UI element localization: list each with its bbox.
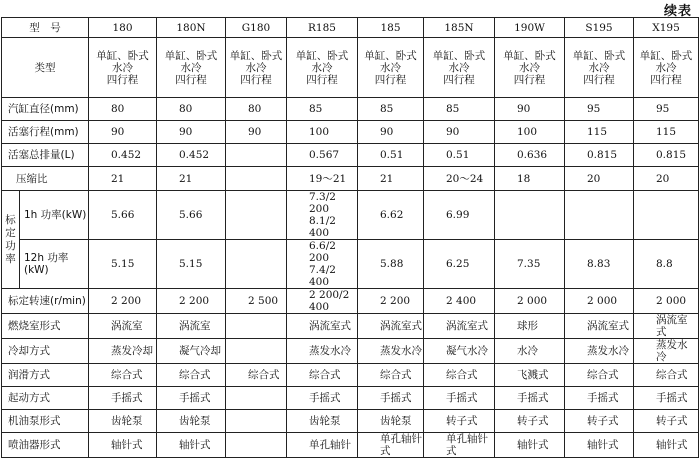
- combustion-label: 燃烧室形式: [2, 314, 89, 339]
- rated_power.h1-cell: 6.99: [424, 191, 495, 240]
- compression-cell: 21: [358, 167, 424, 191]
- rated_power.h1-cell: [287, 191, 358, 240]
- table-row: [2, 387, 699, 410]
- injection_pump-label: 喷油器形式: [2, 433, 89, 458]
- type-cell-line: 四行程: [513, 73, 546, 86]
- injection_pump-cell: 单孔轴针式: [424, 433, 495, 458]
- stroke-cell: 90: [157, 121, 226, 144]
- rated_power.h12-cell: [287, 240, 358, 289]
- table-row: [2, 167, 699, 191]
- stroke-cell: 90: [226, 121, 287, 144]
- lubrication-cell: 综合式: [89, 364, 157, 387]
- type-cell-line: 四行程: [374, 73, 407, 86]
- type-cell-line: 四行程: [306, 73, 338, 86]
- type-cell-line: 四行程: [650, 73, 682, 86]
- table-row: [2, 433, 699, 458]
- type-cell-line: 水冷: [245, 61, 267, 74]
- rated_power.h1-cell: [495, 191, 565, 240]
- type-cell-line: 单缸、卧式: [96, 49, 149, 62]
- type-cell-line: 水冷: [380, 61, 401, 74]
- injection_pump-cell: 轴针式: [495, 433, 565, 458]
- starting-cell: 手摇式: [358, 387, 424, 410]
- rated_speed-cell: 2 400: [424, 289, 495, 314]
- oil_pump-cell: 转子式: [634, 410, 699, 433]
- combustion-cell: 涡流室式: [358, 314, 424, 339]
- type-cell-line: 单缸、卧式: [572, 49, 626, 62]
- rated_power.h1-cell: [634, 191, 699, 240]
- table-row: [2, 410, 699, 433]
- rated_power.h12-cell-line: 7.4/2 400: [309, 264, 336, 288]
- table-row: [2, 144, 699, 167]
- starting-cell: 手摇式: [287, 387, 358, 410]
- model-header-cell: R185: [287, 18, 358, 38]
- combustion-cell: 涡流室式: [634, 314, 699, 339]
- stroke-cell: 90: [358, 121, 424, 144]
- type-cell-line: 水冷: [655, 61, 677, 74]
- cooling-cell: 凝气水冷: [424, 339, 495, 364]
- bore-cell: 80: [226, 98, 287, 121]
- combustion-cell: [226, 314, 287, 339]
- model-header-cell: 185N: [424, 18, 495, 38]
- compression-cell: 21: [89, 167, 157, 191]
- rated_power.h12-cell: 5.15: [89, 240, 157, 289]
- type-cell: [287, 38, 358, 98]
- stroke-cell: 100: [495, 121, 565, 144]
- header-row: [2, 18, 699, 38]
- rated-power-side-label: [2, 191, 20, 289]
- displacement-cell: 0.51: [424, 144, 495, 167]
- cooling-cell: 水冷: [495, 339, 565, 364]
- type-cell-line: 四行程: [175, 73, 207, 86]
- rated_power.h1-cell: [226, 191, 287, 240]
- rated_power.h1-cell-line: 8.1/2 400: [309, 215, 336, 239]
- cooling-cell: 蒸发水冷: [358, 339, 424, 364]
- oil_pump-cell: [226, 410, 287, 433]
- injection_pump-cell: 轴针式: [565, 433, 634, 458]
- type-cell-line: 水冷: [448, 61, 470, 74]
- rated-power-side-char: 定: [5, 226, 16, 239]
- table-row: [2, 191, 699, 240]
- rated_speed-cell: 2 200: [89, 289, 157, 314]
- compression-cell: 20: [634, 167, 699, 191]
- type-cell: [89, 38, 157, 98]
- compression-cell: 18: [495, 167, 565, 191]
- type-cell-line: 单缸、卧式: [639, 49, 693, 62]
- starting-cell: 手摇式: [565, 387, 634, 410]
- injection_pump-cell: 轴针式: [634, 433, 699, 458]
- lubrication-cell: 综合式: [358, 364, 424, 387]
- cooling-cell: 凝气冷却: [157, 339, 226, 364]
- continued-label: 续表: [663, 4, 692, 19]
- compression-cell: [226, 167, 287, 191]
- displacement-cell: 0.815: [565, 144, 634, 167]
- displacement-cell: [226, 144, 287, 167]
- injection_pump-cell: 轴针式: [157, 433, 226, 458]
- displacement-cell: 0.567: [287, 144, 358, 167]
- injection_pump-cell: 单孔轴针式: [358, 433, 424, 458]
- lubrication-cell: 综合式: [157, 364, 226, 387]
- cooling-label: 冷却方式: [2, 339, 89, 364]
- oil_pump-label: 机油泵形式: [2, 410, 89, 433]
- type-cell-line: 水冷: [112, 61, 133, 74]
- compression-cell: 19～21: [287, 167, 358, 191]
- model-header-cell: S195: [565, 18, 634, 38]
- rated_power.h1-cell: 6.62: [358, 191, 424, 240]
- type-cell: [565, 38, 634, 98]
- bore-cell: 85: [287, 98, 358, 121]
- rated_speed-cell: 2 000: [495, 289, 565, 314]
- model-header-cell: 180N: [157, 18, 226, 38]
- starting-cell: 手摇式: [424, 387, 495, 410]
- rated_power.h12-cell-line: 6.6/2 200: [309, 240, 336, 264]
- rated_power.h12-cell: [226, 240, 287, 289]
- lubrication-cell: 综合式: [226, 364, 287, 387]
- table-row: [2, 314, 699, 339]
- starting-label: 起动方式: [2, 387, 89, 410]
- cooling-cell: 蒸发冷却: [89, 339, 157, 364]
- combustion-cell: 涡流室式: [565, 314, 634, 339]
- injection_pump-cell: [226, 433, 287, 458]
- cooling-cell: [226, 339, 287, 364]
- bore-cell: 80: [157, 98, 226, 121]
- type-label: 类型: [2, 38, 89, 98]
- oil_pump-cell: 转子式: [495, 410, 565, 433]
- type-cell: [424, 38, 495, 98]
- type-cell-line: 单缸、卧式: [295, 49, 349, 62]
- displacement-cell: 0.452: [157, 144, 226, 167]
- rated_speed-cell: 2 500: [226, 289, 287, 314]
- compression-cell: 20: [565, 167, 634, 191]
- type-cell-line: 四行程: [240, 73, 272, 86]
- rated_power.h12-cell: 5.88: [358, 240, 424, 289]
- rated_power.h1-cell-line: 7.3/2 200: [309, 191, 336, 215]
- combustion-cell: 涡流室式: [287, 314, 358, 339]
- injection_pump-cell: 轴针式: [89, 433, 157, 458]
- rated-power-side-char: 率: [5, 252, 16, 265]
- compression-cell: 20～24: [424, 167, 495, 191]
- rated_power.h12-cell: 8.83: [565, 240, 634, 289]
- oil_pump-cell: 齿轮泵: [358, 410, 424, 433]
- type-cell: [495, 38, 565, 98]
- rated_power.h1-cell: [565, 191, 634, 240]
- model-header-cell: 190W: [495, 18, 565, 38]
- lubrication-cell: 飞溅式: [495, 364, 565, 387]
- rated_power.h1-cell: 5.66: [157, 191, 226, 240]
- starting-cell: 手摇式: [157, 387, 226, 410]
- bore-cell: 80: [89, 98, 157, 121]
- engine-spec-table: [1, 17, 699, 458]
- type-cell-line: 水冷: [519, 61, 540, 74]
- stroke-cell: 115: [634, 121, 699, 144]
- type-cell-line: 水冷: [311, 61, 333, 74]
- oil_pump-cell: 转子式: [565, 410, 634, 433]
- stroke-cell: 90: [424, 121, 495, 144]
- rated_speed-cell: 2 200: [358, 289, 424, 314]
- stroke-cell: 115: [565, 121, 634, 144]
- table-row: [2, 121, 699, 144]
- type-cell-line: 单缸、卧式: [432, 49, 486, 62]
- injection_pump-cell: 单孔轴针: [287, 433, 358, 458]
- type-cell: [634, 38, 699, 98]
- displacement-cell: 0.636: [495, 144, 565, 167]
- rated_speed-cell: 2 200/2 400: [287, 289, 358, 314]
- model-header-label: 型 号: [2, 18, 89, 38]
- type-cell-line: 单缸、卧式: [229, 49, 283, 62]
- type-cell-line: 四行程: [106, 73, 139, 86]
- rated_speed-cell: 2 000: [565, 289, 634, 314]
- compression-cell: 21: [157, 167, 226, 191]
- table-row: [2, 38, 699, 98]
- type-cell-line: 水冷: [180, 61, 202, 74]
- model-header-cell: 180: [89, 18, 157, 38]
- starting-cell: 手摇式: [634, 387, 699, 410]
- rated_speed-cell: 2 000: [634, 289, 699, 314]
- type-cell-line: 四行程: [583, 73, 615, 86]
- oil_pump-cell: 齿轮泵: [157, 410, 226, 433]
- model-header-cell: G180: [226, 18, 287, 38]
- displacement-cell: 0.51: [358, 144, 424, 167]
- power-12h-label: 12h 功率(kW): [20, 240, 89, 289]
- rated_power.h1-cell: 5.66: [89, 191, 157, 240]
- bore-cell: 85: [358, 98, 424, 121]
- type-cell-line: 四行程: [443, 73, 475, 86]
- table-row: [2, 98, 699, 121]
- compression-label: 压缩比: [2, 167, 89, 191]
- bore-cell: 85: [424, 98, 495, 121]
- combustion-cell: 涡流室: [157, 314, 226, 339]
- rated_power.h12-cell: 6.25: [424, 240, 495, 289]
- type-cell-line: 单缸、卧式: [164, 49, 218, 62]
- table-row: [2, 240, 699, 289]
- bore-cell: 90: [495, 98, 565, 121]
- combustion-cell: 涡流室式: [424, 314, 495, 339]
- combustion-cell: 球形: [495, 314, 565, 339]
- rated_power.h12-cell: 8.8: [634, 240, 699, 289]
- stroke-cell: 90: [89, 121, 157, 144]
- stroke-label: 活塞行程(mm): [2, 121, 89, 144]
- oil_pump-cell: 齿轮泵: [89, 410, 157, 433]
- oil_pump-cell: 转子式: [424, 410, 495, 433]
- table-row: [2, 364, 699, 387]
- bore-cell: 95: [565, 98, 634, 121]
- combustion-cell: 涡流室: [89, 314, 157, 339]
- table-body: [2, 18, 699, 458]
- lubrication-cell: 综合式: [634, 364, 699, 387]
- bore-cell: 95: [634, 98, 699, 121]
- stroke-cell: 100: [287, 121, 358, 144]
- type-cell-line: 单缸、卧式: [503, 49, 556, 62]
- type-cell: [226, 38, 287, 98]
- power-1h-label: 1h 功率(kW): [20, 191, 89, 240]
- type-cell-line: 单缸、卧式: [364, 49, 417, 62]
- table-row: [2, 339, 699, 364]
- table-row: [2, 289, 699, 314]
- cooling-cell: 蒸发水冷: [287, 339, 358, 364]
- rated_speed-label: 标定转速(r/min): [2, 289, 89, 314]
- model-header-cell: X195: [634, 18, 699, 38]
- starting-cell: 手摇式: [89, 387, 157, 410]
- rated-power-side-char: 标: [5, 213, 16, 226]
- rated_power.h12-cell: 7.35: [495, 240, 565, 289]
- lubrication-label: 润滑方式: [2, 364, 89, 387]
- cooling-cell: 蒸发水冷: [565, 339, 634, 364]
- displacement-cell: 0.452: [89, 144, 157, 167]
- lubrication-cell: 综合式: [565, 364, 634, 387]
- rated_power.h12-cell: 5.15: [157, 240, 226, 289]
- bore-label: 汽缸直径(mm): [2, 98, 89, 121]
- starting-cell: [226, 387, 287, 410]
- rated_speed-cell: 2 200: [157, 289, 226, 314]
- type-cell-line: 水冷: [588, 61, 610, 74]
- cooling-cell: 蒸发水冷: [634, 339, 699, 364]
- oil_pump-cell: 齿轮泵: [287, 410, 358, 433]
- displacement-cell: 0.815: [634, 144, 699, 167]
- rated-power-side-char: 功: [5, 239, 16, 252]
- model-header-cell: 185: [358, 18, 424, 38]
- displacement-label: 活塞总排量(L): [2, 144, 89, 167]
- lubrication-cell: 综合式: [287, 364, 358, 387]
- lubrication-cell: 综合式: [424, 364, 495, 387]
- type-cell: [358, 38, 424, 98]
- type-cell: [157, 38, 226, 98]
- starting-cell: 手摇式: [495, 387, 565, 410]
